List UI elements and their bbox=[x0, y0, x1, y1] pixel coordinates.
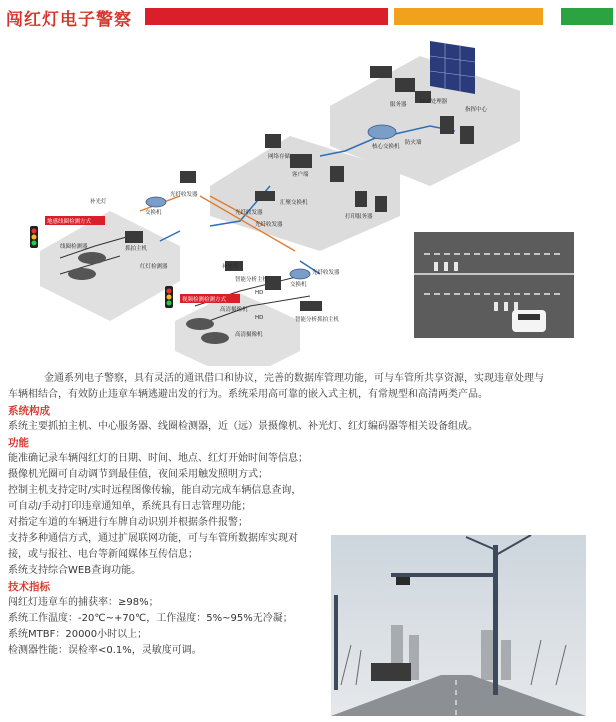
section-title-specs: 技术指标 bbox=[8, 581, 50, 593]
label-core-switch: 核心交换机 bbox=[372, 144, 400, 150]
server-device-5 bbox=[375, 196, 387, 212]
field-device-2 bbox=[125, 231, 143, 243]
function-item: 系统支持综合WEB查询功能。 bbox=[8, 565, 142, 576]
server-device-4 bbox=[355, 191, 367, 207]
label-fill-light-2: 补光灯 bbox=[222, 264, 239, 270]
label-optical-4: 光纤收发器 bbox=[312, 270, 340, 276]
video-wall-icon bbox=[430, 41, 475, 94]
function-item: 控制主机支持定时/实时远程图像传输，能自动完成车辆信息查询， bbox=[8, 485, 302, 496]
command-device-4 bbox=[440, 116, 454, 134]
label-optical-2: 光纤收发器 bbox=[235, 210, 263, 216]
header-bar-red bbox=[145, 8, 388, 25]
intro-line-2: 车辆相结合，有效防止违章车辆逃避出发的行为。系统采用高可靠的嵌入式主机，有常规型和高清两类产品。 bbox=[8, 389, 488, 400]
spec-item: 系统工作温度：-20℃~+70℃，工作湿度：5%~95%无冷凝； bbox=[8, 613, 293, 624]
section-title-composition: 系统构成 bbox=[8, 405, 50, 417]
car-icon-3 bbox=[186, 318, 214, 330]
car-icon-4 bbox=[201, 332, 229, 344]
page-title: 闯红灯电子警察 bbox=[6, 10, 132, 30]
label-dlp: DLP处理器 bbox=[420, 99, 448, 105]
traffic-light-icon-2 bbox=[165, 286, 173, 308]
spec-item: 系统MTBF：20000小时以上； bbox=[8, 629, 148, 640]
traffic-pole-photo bbox=[331, 535, 586, 716]
label-server: 服务器 bbox=[390, 102, 407, 108]
function-item: 可自动/手动打印违章通知单，系统具有日志管理功能； bbox=[8, 501, 252, 512]
composition-text: 系统主要抓拍主机、中心服务器、线圈检测器，近（远）景摄像机、补光灯、红灯编码器等相关设备组成。 bbox=[8, 421, 478, 432]
spec-item: 检测器性能：误检率<0.1%，灵敏度可调。 bbox=[8, 645, 202, 656]
car-icon-2 bbox=[68, 268, 96, 280]
spec-item: 闯红灯违章车的捕获率：≥98%； bbox=[8, 597, 159, 608]
switch-icon-2 bbox=[290, 269, 310, 279]
traffic-light-icon-1 bbox=[30, 226, 38, 248]
intro-line-1: 金通系列电子警察，具有灵活的通讯借口和协议，完善的数据库管理功能，可与车管所共享资源，实现违章处理与 bbox=[44, 373, 544, 384]
label-print-server: 打印服务器 bbox=[345, 214, 373, 220]
server-device-6 bbox=[255, 191, 275, 201]
label-switch-1: 交换机 bbox=[145, 210, 162, 216]
label-camera-hd: 高清摄像机 bbox=[220, 307, 248, 313]
function-item: 摄像机光圈可自动调节到最佳值，夜间采用触发照明方式； bbox=[8, 469, 268, 480]
field-device-5 bbox=[300, 301, 322, 311]
function-item: 支持多种通信方式，通过扩展联网功能，可与车管所数据库实现对 bbox=[8, 533, 298, 544]
command-device-5 bbox=[460, 126, 474, 144]
function-item: 接，或与报社、电台等新闻媒体互传信息； bbox=[8, 549, 198, 560]
white-car bbox=[512, 310, 546, 332]
label-hd-2: HD bbox=[255, 315, 264, 321]
label-switch-2: 交换机 bbox=[290, 282, 307, 288]
core-switch-icon bbox=[368, 125, 396, 139]
label-hd-1: HD bbox=[255, 290, 264, 296]
label-client: 客户端 bbox=[292, 172, 309, 178]
label-switch-3: 汇聚交换机 bbox=[280, 200, 308, 206]
intersection-photo bbox=[414, 232, 574, 338]
server-device-3 bbox=[330, 166, 344, 182]
label-red-light-detector: 红灯检测器 bbox=[140, 264, 168, 270]
label-optical-3: 光纤收发器 bbox=[255, 222, 283, 228]
server-device-2 bbox=[290, 154, 312, 168]
switch-icon-1 bbox=[146, 197, 166, 207]
label-fill-light-1: 补光灯 bbox=[90, 199, 107, 205]
label-host-2: 智能分析主机 bbox=[235, 277, 269, 283]
label-command-center: 指挥中心 bbox=[465, 107, 488, 113]
label-optical-1: 光纤收发器 bbox=[170, 192, 198, 198]
label-coil-detector: 线圈检测器 bbox=[60, 244, 88, 250]
function-item: 能准确记录车辆闯红灯的日期、时间、地点、红灯开始时间等信息； bbox=[8, 453, 308, 464]
label-firewall: 防火墙 bbox=[405, 140, 422, 146]
label-mode-coil: 地感线圈检测方式 bbox=[47, 219, 92, 225]
command-device-1 bbox=[370, 66, 392, 78]
header-bar-green bbox=[561, 8, 613, 25]
server-device-1 bbox=[265, 134, 281, 148]
label-host-1: 抓拍主机 bbox=[125, 246, 148, 252]
command-device-2 bbox=[395, 78, 415, 92]
label-camera-std: 高清摄像机 bbox=[235, 332, 263, 338]
label-host-3: 智能分析抓拍主机 bbox=[295, 317, 340, 323]
section-title-function: 功能 bbox=[8, 437, 29, 449]
function-item: 对指定车道的车辆进行车牌自动识别并根据条件报警； bbox=[8, 517, 248, 528]
label-mode-video: 视频检测检测方式 bbox=[182, 297, 227, 303]
car-icon-1 bbox=[78, 252, 106, 264]
label-storage: 网络存储 bbox=[268, 154, 291, 160]
field-device-1 bbox=[180, 171, 196, 183]
header-bar-orange bbox=[394, 8, 543, 25]
